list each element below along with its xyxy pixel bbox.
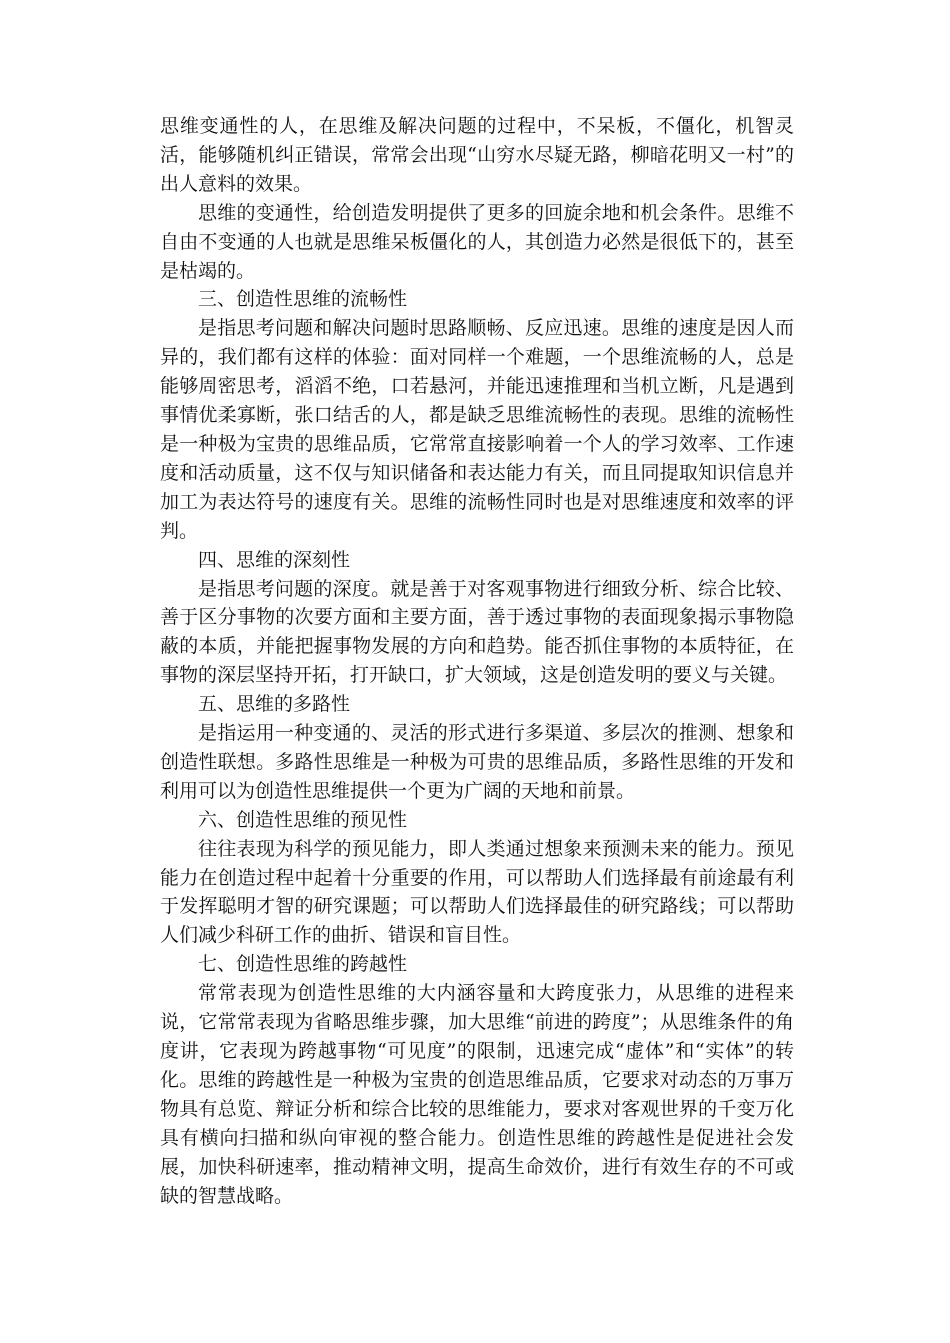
paragraph-flexibility-continued: 思维变通性的人，在思维及解决问题的过程中，不呆板，不僵化，机智灵活，能够随机纠正错误，常常会出现“山穷水尽疑无路，柳暗花明又一村”的出人意料的效果。 xyxy=(160,115,794,195)
section-heading-fluency: 三、创造性思维的流畅性 xyxy=(198,288,408,311)
paragraph-fluency: 是指思考问题和解决问题时思路顺畅、反应迅速。思维的速度是因人而异的，我们都有这样的体验：面对同样一个难题，一个思维流畅的人，总是能够周密思考，滔滔不绝，口若悬河，并能迅速推理和当机立断，凡是遇到事情优柔寡断，张口结舌的人，都是缺乏思维流畅性的表现。思维的流畅性是一种极为宝贵的思维品质，它常常直接影响着一个人的学习效率、工作速度和活动质量，这不仅与知识储备和表达能力有关，而且同提取知识信息并加工为表达符号的速度有关。思维的流畅性同时也是对思维速度和效率的评判。 xyxy=(160,317,794,542)
paragraph-depth: 是指思考问题的深度。就是善于对客观事物进行细致分析、综合比较、善于区分事物的次要方面和主要方面，善于透过事物的表面现象揭示事物隐蔽的本质，并能把握事物发展的方向和趋势。能否抓住事物的本质特征，在事物的深层坚持开拓，打开缺口，扩大领域，这是创造发明的要义与关键。 xyxy=(160,577,794,687)
section-heading-multipath: 五、思维的多路性 xyxy=(198,693,351,716)
section-heading-leap: 七、创造性思维的跨越性 xyxy=(198,953,408,976)
section-heading-foresight: 六、创造性思维的预见性 xyxy=(198,808,408,831)
section-heading-depth: 四、思维的深刻性 xyxy=(198,548,351,571)
paragraph-leap: 常常表现为创造性思维的大内涵容量和大跨度张力，从思维的进程来说，它常常表现为省略思维步骤，加大思维“前进的跨度”；从思维条件的角度讲，它表现为跨越事物“可见度”的限制，迅速完成“虚体”和“实体”的转化。思维的跨越性是一种极为宝贵的创造思维品质，它要求对动态的万事万物具有总览、辩证分析和综合比较的思维能力，要求对客观世界的千变万化具有横向扫描和纵向审视的整合能力。创造性思维的跨越性是促进社会发展，加快科研速率，推动精神文明，提高生命效价，进行有效生存的不可或缺的智慧战略。 xyxy=(160,982,794,1207)
paragraph-flexibility-value: 思维的变通性，给创造发明提供了更多的回旋余地和机会条件。思维不自由不变通的人也就是思维呆板僵化的人，其创造力必然是很低下的，甚至是枯竭的。 xyxy=(160,201,794,282)
paragraph-foresight: 往往表现为科学的预见能力，即人类通过想象来预测未来的能力。预见能力在创造过程中起着十分重要的作用，可以帮助人们选择最有前途最有利于发挥聪明才智的研究课题；可以帮助人们选择最佳的研究路线；可以帮助人们减少科研工作的曲折、错误和盲目性。 xyxy=(160,837,794,947)
paragraph-multipath: 是指运用一种变通的、灵活的形式进行多渠道、多层次的推测、想象和创造性联想。多路性思维是一种极为可贵的思维品质，多路性思维的开发和利用可以为创造性思维提供一个更为广阔的天地和前景。 xyxy=(160,722,794,802)
document-page xyxy=(160,112,794,1210)
